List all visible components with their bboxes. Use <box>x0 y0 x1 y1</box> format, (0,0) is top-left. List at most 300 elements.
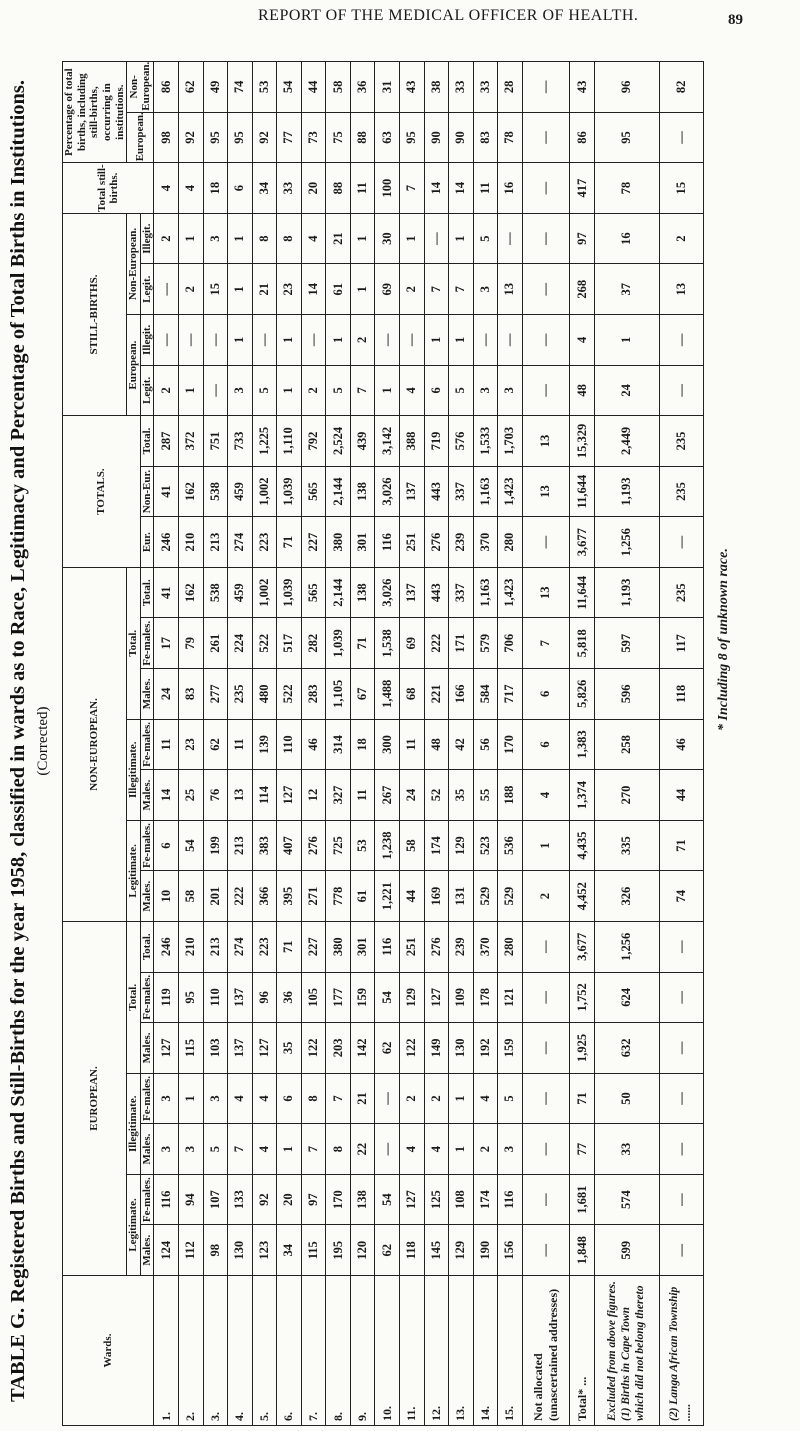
col-header: Males. <box>140 1225 154 1276</box>
col-header: Males. <box>140 1124 154 1175</box>
table-row <box>498 62 523 1426</box>
table-cell: 1,488 <box>375 669 400 720</box>
table-cell: 227 <box>301 517 326 568</box>
table-cell: 10 <box>154 871 179 922</box>
table-cell: 78 <box>498 112 523 163</box>
table-cell: 30 <box>375 213 400 264</box>
table-cell: 8 <box>301 1073 326 1124</box>
table-cell: 370 <box>473 517 498 568</box>
table-cell: 58 <box>179 871 204 922</box>
table-cell: 4 <box>228 1073 253 1124</box>
table-cell: 12 <box>301 770 326 821</box>
table-cell: 98 <box>203 1225 228 1276</box>
table-cell: 4 <box>301 213 326 264</box>
table-cell: 130 <box>228 1225 253 1276</box>
table-cell: 223 <box>252 921 277 972</box>
table-cell: 62 <box>375 1023 400 1074</box>
table-title: TABLE G. Registered Births and Still-Births for the year 1958, classified in wards as to Race, Legitimacy and Percentage of Total Births in Institutions. <box>7 79 29 1403</box>
table-cell: 538 <box>203 466 228 517</box>
table-cell: 258 <box>594 719 659 770</box>
table-cell: 69 <box>399 618 424 669</box>
table-cell: — <box>252 315 277 366</box>
table-cell: 1,039 <box>277 466 302 517</box>
table-cell: 227 <box>301 921 326 972</box>
table-cell: 7 <box>522 618 570 669</box>
table-row <box>522 62 570 1426</box>
table-cell: — <box>473 315 498 366</box>
table-cell: 33 <box>473 62 498 113</box>
table-cell: — <box>203 365 228 416</box>
table-cell: 213 <box>228 820 253 871</box>
table-cell: 123 <box>252 1225 277 1276</box>
table-cell: 95 <box>228 112 253 163</box>
table-cell: — <box>522 163 570 214</box>
running-title: REPORT OF THE MEDICAL OFFICER OF HEALTH. <box>258 7 639 24</box>
table-cell: 137 <box>399 567 424 618</box>
table-cell: 706 <box>498 618 523 669</box>
table-cell: 92 <box>179 112 204 163</box>
table-cell: — <box>522 365 570 416</box>
table-cell: 16 <box>594 213 659 264</box>
table-cell: 538 <box>203 567 228 618</box>
table-cell: 1,110 <box>277 416 302 467</box>
table-cell: 122 <box>301 1023 326 1074</box>
table-cell: 75 <box>326 112 351 163</box>
table-cell: — <box>659 1225 703 1276</box>
table-cell: 3 <box>154 1073 179 1124</box>
table-cell: 61 <box>326 264 351 315</box>
table-subtitle: (Corrected) <box>35 706 51 776</box>
table-cell: 37 <box>594 264 659 315</box>
percentage-header: Percentage of total births, including still-births, occurring in institutions. <box>63 62 127 163</box>
table-cell: 2,144 <box>326 567 351 618</box>
table-cell: 2 <box>154 213 179 264</box>
table-cell: 1,423 <box>498 466 523 517</box>
table-cell: 565 <box>301 567 326 618</box>
table-cell: 4 <box>570 315 595 366</box>
table-cell: 142 <box>350 1023 375 1074</box>
table-cell: 145 <box>424 1225 449 1276</box>
table-cell: 599 <box>594 1225 659 1276</box>
table-row <box>473 62 498 1426</box>
table-cell: 223 <box>252 517 277 568</box>
sb-non-european-header: Non-European. <box>127 213 141 314</box>
table-cell: 3 <box>498 1124 523 1175</box>
table-cell: 6 <box>424 365 449 416</box>
table-cell: — <box>522 1174 570 1225</box>
table-cell: 50 <box>594 1073 659 1124</box>
table-cell: 1,225 <box>252 416 277 467</box>
table-cell: 261 <box>203 618 228 669</box>
ward-label: 15. <box>498 1276 523 1426</box>
ward-label: 1. <box>154 1276 179 1426</box>
table-cell: 21 <box>252 264 277 315</box>
table-cell: 138 <box>350 1174 375 1225</box>
table-cell: 1,256 <box>594 517 659 568</box>
table-cell: 1 <box>449 315 474 366</box>
table-cell: 1,752 <box>570 972 595 1023</box>
table-cell: 71 <box>659 820 703 871</box>
table-cell: 13 <box>522 567 570 618</box>
table-cell: 18 <box>350 719 375 770</box>
table-cell: 235 <box>228 669 253 720</box>
ward-label: 9. <box>350 1276 375 1426</box>
col-header: Non-Eur. <box>140 466 154 517</box>
table-cell: 28 <box>498 62 523 113</box>
table-cell: — <box>522 1023 570 1074</box>
table-cell: 632 <box>594 1023 659 1074</box>
table-cell: 778 <box>326 871 351 922</box>
table-cell: 120 <box>350 1225 375 1276</box>
table-cell: 24 <box>594 365 659 416</box>
table-cell: 127 <box>252 1023 277 1074</box>
table-cell: 1,383 <box>570 719 595 770</box>
table-cell: 137 <box>399 466 424 517</box>
table-cell: 222 <box>228 871 253 922</box>
table-cell: 1,925 <box>570 1023 595 1074</box>
table-cell: 48 <box>424 719 449 770</box>
table-cell: 13 <box>522 466 570 517</box>
table-cell: 301 <box>350 517 375 568</box>
table-cell: 97 <box>301 1174 326 1225</box>
table-cell: 1,002 <box>252 567 277 618</box>
table-cell: 3 <box>473 365 498 416</box>
table-cell: 77 <box>570 1124 595 1175</box>
table-cell: 203 <box>326 1023 351 1074</box>
table-cell: 171 <box>449 618 474 669</box>
col-header: Males. <box>140 871 154 922</box>
table-cell: — <box>522 1124 570 1175</box>
table-cell: — <box>659 1124 703 1175</box>
table-cell: 2 <box>179 264 204 315</box>
table-cell: 23 <box>277 264 302 315</box>
table-cell: 1,039 <box>277 567 302 618</box>
table-cell: — <box>498 315 523 366</box>
ward-label: 2. <box>179 1276 204 1426</box>
table-cell: 44 <box>301 62 326 113</box>
ward-label: (2) Langa African Township ...... <box>659 1276 703 1426</box>
table-cell: 224 <box>228 618 253 669</box>
table-cell: 2,144 <box>326 466 351 517</box>
table-cell: 174 <box>473 1174 498 1225</box>
table-row <box>399 62 424 1426</box>
table-cell: — <box>659 972 703 1023</box>
ward-label: 5. <box>252 1276 277 1426</box>
table-cell: 1 <box>326 315 351 366</box>
table-cell: 133 <box>228 1174 253 1225</box>
table-cell: 71 <box>350 618 375 669</box>
sb-european-header: European. <box>127 315 141 416</box>
table-cell: 86 <box>154 62 179 113</box>
table-row <box>375 62 400 1426</box>
table-cell: 54 <box>179 820 204 871</box>
table-cell: 90 <box>449 112 474 163</box>
table-cell: 366 <box>252 871 277 922</box>
table-cell: 53 <box>350 820 375 871</box>
table-cell: 97 <box>570 213 595 264</box>
table-cell: 337 <box>449 567 474 618</box>
totals-header: TOTALS. <box>63 416 141 568</box>
table-cell: 127 <box>399 1174 424 1225</box>
table-cell: — <box>522 972 570 1023</box>
table-cell: 6 <box>154 820 179 871</box>
table-cell: 2 <box>301 365 326 416</box>
table-cell: 74 <box>659 871 703 922</box>
total-still-births-header: Total still-births. <box>63 163 154 214</box>
table-cell: 5 <box>326 365 351 416</box>
table-cell: 192 <box>473 1023 498 1074</box>
table-cell: 177 <box>326 972 351 1023</box>
table-cell: 1 <box>350 264 375 315</box>
table-cell: 4 <box>252 1073 277 1124</box>
table-cell: 98 <box>154 112 179 163</box>
table-cell: 125 <box>424 1174 449 1225</box>
table-row <box>350 62 375 1426</box>
table-cell: 41 <box>154 466 179 517</box>
table-cell: 576 <box>449 416 474 467</box>
table-cell: 1 <box>449 1124 474 1175</box>
table-cell: 5 <box>449 365 474 416</box>
table-cell: 4 <box>424 1124 449 1175</box>
table-cell: 68 <box>399 669 424 720</box>
table-cell: 222 <box>424 618 449 669</box>
col-header: Fe-males. <box>140 618 154 669</box>
table-cell: 170 <box>326 1174 351 1225</box>
table-row <box>203 62 228 1426</box>
table-cell: 1 <box>179 213 204 264</box>
col-header: Total. <box>140 416 154 467</box>
table-cell: 74 <box>228 62 253 113</box>
table-cell: 6 <box>522 669 570 720</box>
table-cell: 92 <box>252 1174 277 1225</box>
table-cell: 268 <box>570 264 595 315</box>
table-cell: 138 <box>350 466 375 517</box>
table-cell: — <box>154 264 179 315</box>
table-cell: — <box>522 1073 570 1124</box>
table-cell: 283 <box>301 669 326 720</box>
table-cell: 105 <box>301 972 326 1023</box>
table-cell: 15 <box>203 264 228 315</box>
table-cell: 522 <box>252 618 277 669</box>
table-cell: 300 <box>375 719 400 770</box>
table-cell: 459 <box>228 567 253 618</box>
table-cell: 122 <box>399 1023 424 1074</box>
table-cell: 380 <box>326 921 351 972</box>
table-cell: 44 <box>399 871 424 922</box>
table-cell: 2 <box>399 1073 424 1124</box>
table-cell: 3,677 <box>570 517 595 568</box>
table-cell: 11,644 <box>570 567 595 618</box>
table-cell: 213 <box>203 921 228 972</box>
ward-label: 8. <box>326 1276 351 1426</box>
table-cell: 210 <box>179 517 204 568</box>
table-cell: 174 <box>424 820 449 871</box>
table-cell: 14 <box>449 163 474 214</box>
table-cell: 1 <box>277 1124 302 1175</box>
rotated-table-page <box>0 51 750 1431</box>
table-cell: 1 <box>179 1073 204 1124</box>
table-cell: 2,524 <box>326 416 351 467</box>
eu-illegitimate-header: Illegitimate. <box>127 1073 141 1174</box>
non-european-header: NON-EUROPEAN. <box>63 567 127 921</box>
table-cell: 3 <box>473 264 498 315</box>
table-cell: 1 <box>522 820 570 871</box>
table-cell: 107 <box>203 1174 228 1225</box>
table-cell: 6 <box>228 163 253 214</box>
table-cell: 717 <box>498 669 523 720</box>
table-cell: 71 <box>277 921 302 972</box>
table-cell: 3,026 <box>375 466 400 517</box>
table-cell: 3 <box>154 1124 179 1175</box>
table-cell: 372 <box>179 416 204 467</box>
table-cell: 95 <box>399 112 424 163</box>
table-cell: 1,002 <box>252 466 277 517</box>
ne-legitimate-header: Legitimate. <box>127 820 141 921</box>
table-cell: — <box>522 517 570 568</box>
table-cell: 18 <box>203 163 228 214</box>
table-cell: 1 <box>449 1073 474 1124</box>
table-cell: 6 <box>522 719 570 770</box>
table-cell: 127 <box>277 770 302 821</box>
ne-total-header: Total. <box>127 567 141 719</box>
table-cell: 138 <box>350 567 375 618</box>
table-cell: — <box>375 1124 400 1175</box>
table-cell: 62 <box>375 1225 400 1276</box>
table-cell: 4,435 <box>570 820 595 871</box>
table-cell: 41 <box>154 567 179 618</box>
table-cell: 159 <box>350 972 375 1023</box>
table-cell: 96 <box>252 972 277 1023</box>
table-cell: 127 <box>424 972 449 1023</box>
table-cell: 127 <box>154 1023 179 1074</box>
table-cell: 1,681 <box>570 1174 595 1225</box>
table-cell: — <box>659 921 703 972</box>
table-cell: 326 <box>594 871 659 922</box>
table-cell: 624 <box>594 972 659 1023</box>
table-cell: 4 <box>522 770 570 821</box>
table-cell: 579 <box>473 618 498 669</box>
table-row <box>252 62 277 1426</box>
table-cell: 34 <box>277 1225 302 1276</box>
table-cell: 4 <box>399 1124 424 1175</box>
table-cell: 115 <box>301 1225 326 1276</box>
table-cell: 95 <box>203 112 228 163</box>
table-cell: 210 <box>179 921 204 972</box>
table-cell: 88 <box>350 112 375 163</box>
table-cell: 11 <box>228 719 253 770</box>
table-cell: 169 <box>424 871 449 922</box>
european-header: EUROPEAN. <box>63 921 127 1275</box>
table-cell: 8 <box>326 1124 351 1175</box>
table-cell: 139 <box>252 719 277 770</box>
table-cell: 276 <box>424 921 449 972</box>
table-cell: 117 <box>659 618 703 669</box>
table-cell: 7 <box>424 264 449 315</box>
table-cell: — <box>203 315 228 366</box>
table-cell: 1,193 <box>594 466 659 517</box>
table-cell: — <box>375 315 400 366</box>
table-cell: — <box>659 517 703 568</box>
table-cell: 1,238 <box>375 820 400 871</box>
table-cell: 62 <box>203 719 228 770</box>
table-cell: 327 <box>326 770 351 821</box>
table-cell: 517 <box>277 618 302 669</box>
table-cell: 15,329 <box>570 416 595 467</box>
ward-label: Not allocated (unascertained addresses) <box>522 1276 570 1426</box>
table-row <box>449 62 474 1426</box>
table-cell: 439 <box>350 416 375 467</box>
table-cell: — <box>522 1225 570 1276</box>
table-cell: 2 <box>399 264 424 315</box>
table-cell: 22 <box>350 1124 375 1175</box>
table-cell: 195 <box>326 1225 351 1276</box>
table-cell: 719 <box>424 416 449 467</box>
table-cell: 1,193 <box>594 567 659 618</box>
table-cell: 129 <box>449 1225 474 1276</box>
table-cell: 112 <box>179 1225 204 1276</box>
table-cell: 8 <box>252 213 277 264</box>
table-cell: 267 <box>375 770 400 821</box>
table-cell: 56 <box>473 719 498 770</box>
table-cell: 4 <box>179 163 204 214</box>
table-cell: 1 <box>228 213 253 264</box>
table-cell: 90 <box>424 112 449 163</box>
table-cell: 280 <box>498 517 523 568</box>
table-cell: 277 <box>203 669 228 720</box>
table-cell: 201 <box>203 871 228 922</box>
table-cell: — <box>522 213 570 264</box>
table-cell: 121 <box>498 972 523 1023</box>
table-cell: 7 <box>228 1124 253 1175</box>
table-cell: 1,538 <box>375 618 400 669</box>
table-cell: 3,142 <box>375 416 400 467</box>
table-cell: 17 <box>154 618 179 669</box>
table-cell: 276 <box>424 517 449 568</box>
pct-non-european-header: Non-European. <box>127 61 153 111</box>
table-cell: 35 <box>449 770 474 821</box>
table-cell: 383 <box>252 820 277 871</box>
table-cell: 156 <box>498 1225 523 1276</box>
table-cell: — <box>522 921 570 972</box>
table-cell: 4 <box>473 1073 498 1124</box>
table-cell: 11,644 <box>570 466 595 517</box>
ne-illegitimate-header: Illegitimate. <box>127 719 141 820</box>
table-cell: 235 <box>659 416 703 467</box>
table-cell: 4 <box>154 163 179 214</box>
table-cell: 7 <box>449 264 474 315</box>
table-cell: 3 <box>498 365 523 416</box>
ward-label: 10. <box>375 1276 400 1426</box>
table-cell: 584 <box>473 669 498 720</box>
table-row <box>659 62 703 1426</box>
table-cell: 71 <box>277 517 302 568</box>
table-cell: 170 <box>498 719 523 770</box>
ward-label: 14. <box>473 1276 498 1426</box>
table-cell: 43 <box>399 62 424 113</box>
table-cell: 5 <box>473 213 498 264</box>
table-cell: 109 <box>449 972 474 1023</box>
table-cell: 1,533 <box>473 416 498 467</box>
table-cell: 239 <box>449 517 474 568</box>
table-cell: 1 <box>424 315 449 366</box>
table-cell: 115 <box>179 1023 204 1074</box>
table-row <box>301 62 326 1426</box>
table-cell: 188 <box>498 770 523 821</box>
table-cell: 178 <box>473 972 498 1023</box>
col-header: Fe-males. <box>140 1174 154 1225</box>
births-table <box>62 61 704 1426</box>
table-cell: 116 <box>498 1174 523 1225</box>
